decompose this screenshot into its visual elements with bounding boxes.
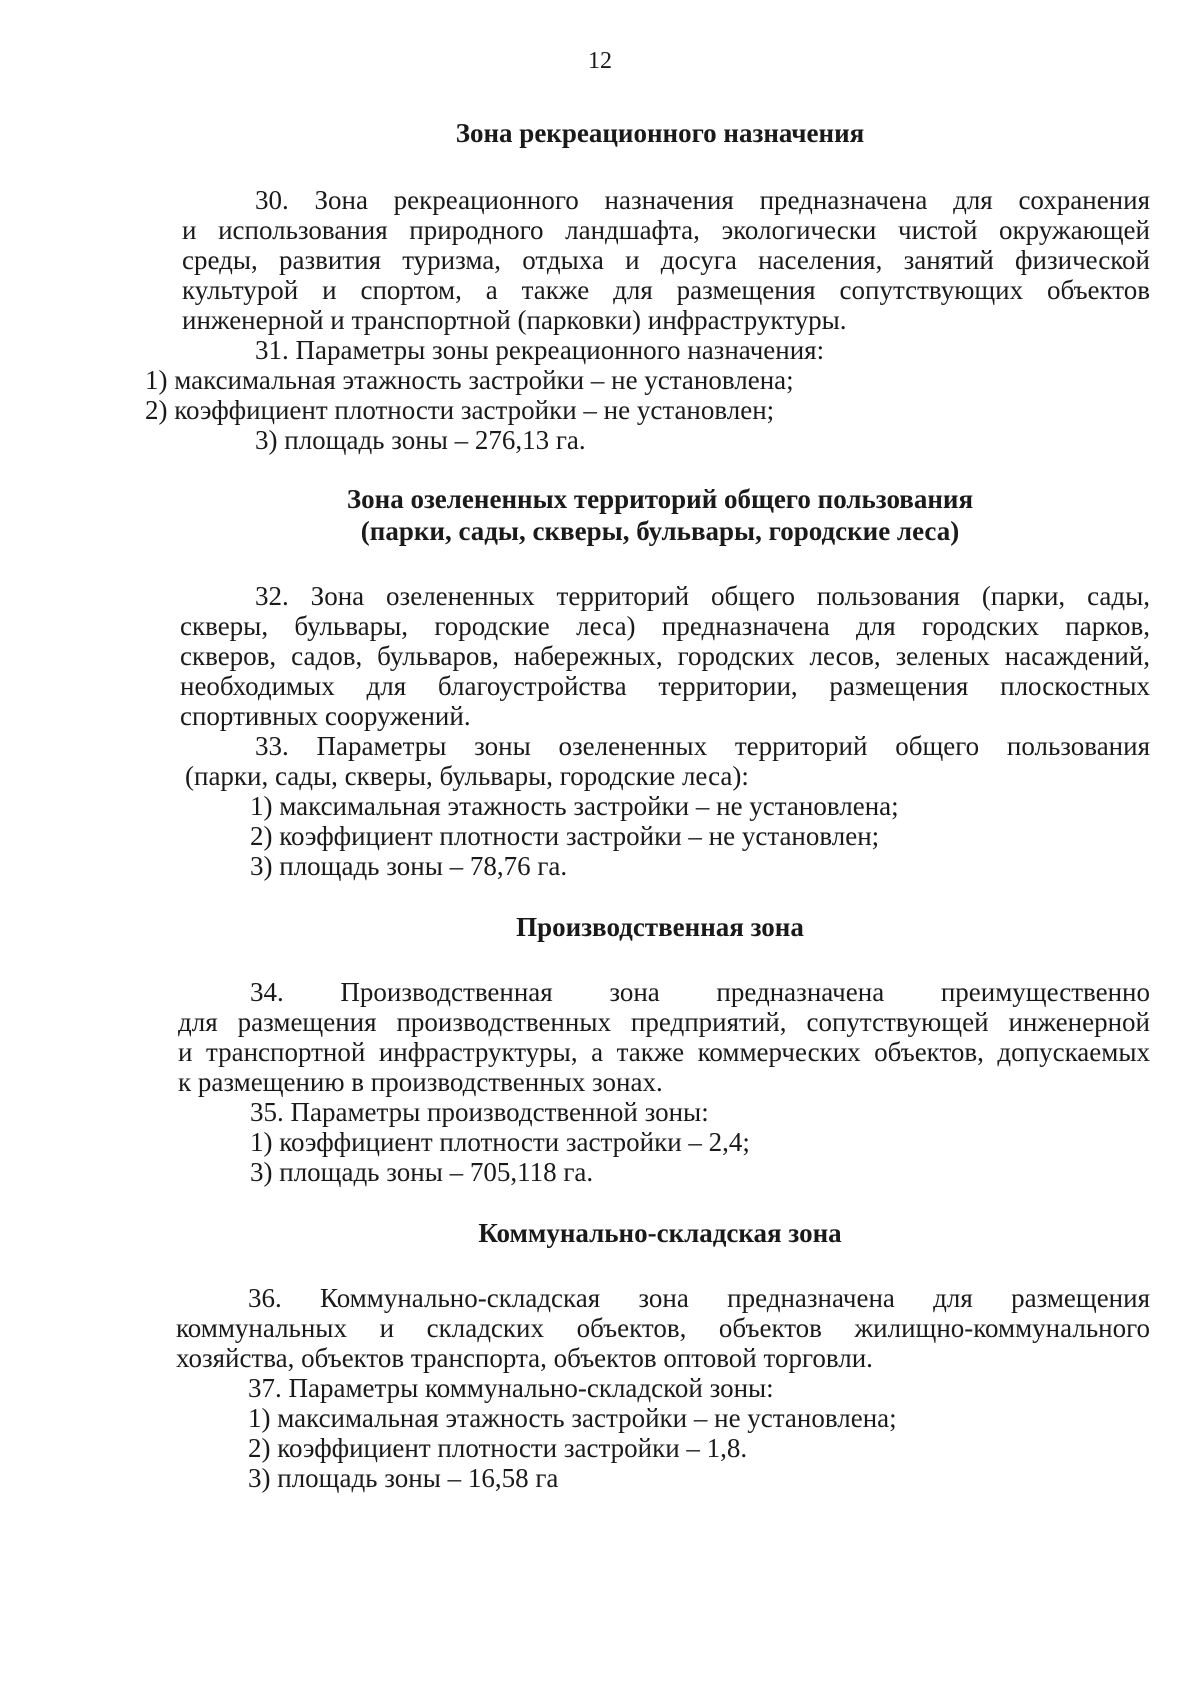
paragraph-line: и транспортной инфраструктуры, а также коммерческих объектов, допускаемых <box>178 1037 1150 1067</box>
parameters-heading: (парки, сады, скверы, бульвары, городские леса): <box>185 761 749 791</box>
paragraph-line: хозяйства, объектов транспорта, объектов оптовой торговли. <box>176 1343 873 1373</box>
parameter-item: 3) площадь зоны – 705,118 га. <box>250 1157 594 1187</box>
paragraph-line: и использования природного ландшафта, экологически чистой окружающей <box>182 215 1150 245</box>
parameter-item: 1) коэффициент плотности застройки – 2,4; <box>250 1127 750 1157</box>
section-heading-communal-storage: Коммунально-складская зона <box>478 1218 842 1248</box>
parameter-item: 1) максимальная этажность застройки – не установлена; <box>250 791 899 821</box>
section-heading-green-zones: Зона озелененных территорий общего пользования <box>346 484 974 514</box>
parameter-item: 3) площадь зоны – 276,13 га. <box>255 425 586 455</box>
parameters-heading: 35. Параметры производственной зоны: <box>250 1097 709 1127</box>
parameter-item: 2) коэффициент плотности застройки – 1,8. <box>248 1433 748 1463</box>
paragraph-line: необходимых для благоустройства территории, размещения плоскостных <box>180 671 1150 701</box>
paragraph-line: 30. Зона рекреационного назначения предназначена для сохранения <box>255 185 1150 215</box>
paragraph-line: скверы, бульвары, городские леса) предназначена для городских парков, <box>180 611 1150 641</box>
paragraph-line: культурой и спортом, а также для размещения сопутствующих объектов <box>182 275 1150 305</box>
parameters-heading: 37. Параметры коммунально-складской зоны: <box>248 1373 774 1403</box>
section-heading-green-zones-sub: (парки, сады, скверы, бульвары, городские леса) <box>360 516 960 546</box>
section-heading-industrial: Производственная зона <box>516 912 804 942</box>
paragraph-line: спортивных сооружений. <box>180 701 471 731</box>
parameter-item: 3) площадь зоны – 78,76 га. <box>250 851 568 881</box>
parameters-heading: 33. Параметры зоны озелененных территорий общего пользования <box>255 731 1150 761</box>
parameter-item: 3) площадь зоны – 16,58 га <box>248 1463 559 1493</box>
paragraph-line: для размещения производственных предприятий, сопутствующей инженерной <box>178 1007 1150 1037</box>
section-heading-recreation: Зона рекреационного назначения <box>455 118 865 148</box>
parameter-item: 1) максимальная этажность застройки – не установлена; <box>248 1403 897 1433</box>
paragraph-line: инженерной и транспортной (парковки) инфраструктуры. <box>182 305 847 335</box>
paragraph-line: к размещению в производственных зонах. <box>178 1067 663 1097</box>
parameters-heading: 31. Параметры зоны рекреационного назначения: <box>255 335 825 365</box>
paragraph-line: среды, развития туризма, отдыха и досуга населения, занятий физической <box>182 245 1150 275</box>
parameter-item: 1) максимальная этажность застройки – не установлена; <box>145 365 794 395</box>
paragraph-line: 36. Коммунально-складская зона предназначена для размещения <box>248 1283 1150 1313</box>
parameter-item: 2) коэффициент плотности застройки – не установлен; <box>250 821 880 851</box>
paragraph-line: скверов, садов, бульваров, набережных, городских лесов, зеленых насаждений, <box>180 641 1150 671</box>
paragraph-line: 34. Производственная зона предназначена преимущественно <box>250 977 1150 1007</box>
parameter-item: 2) коэффициент плотности застройки – не установлен; <box>145 395 775 425</box>
page-number: 12 <box>588 48 612 74</box>
paragraph-line: 32. Зона озелененных территорий общего пользования (парки, сады, <box>255 581 1150 611</box>
paragraph-line: коммунальных и складских объектов, объектов жилищно-коммунального <box>176 1313 1150 1343</box>
